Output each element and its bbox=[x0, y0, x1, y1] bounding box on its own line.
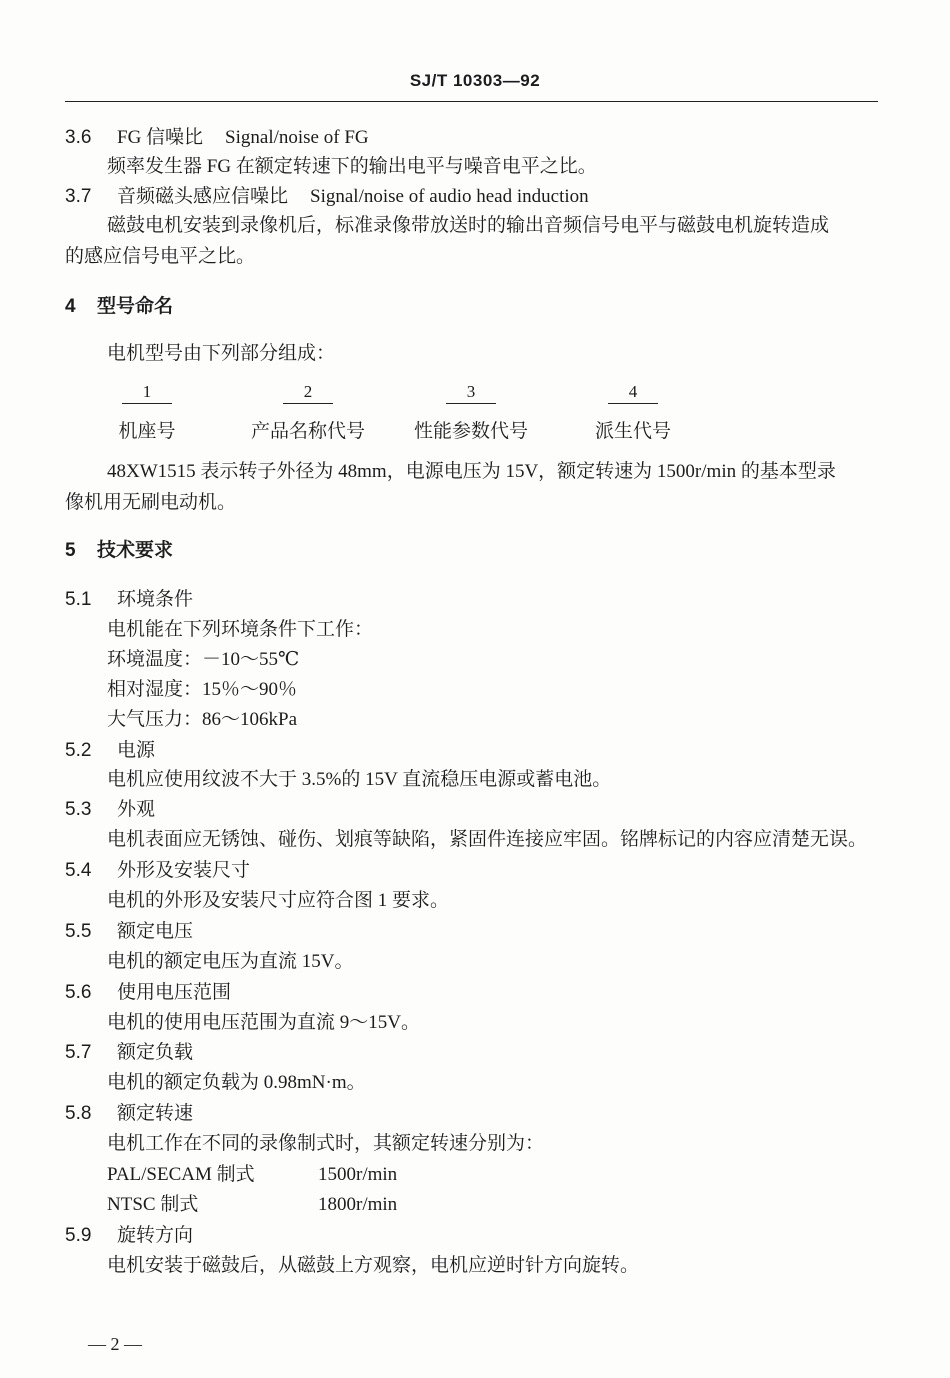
section-5-2-heading bbox=[65, 739, 885, 763]
section-4-example-2: 像机用无刷电动机。 bbox=[65, 492, 237, 513]
section-title-zh: FG 信噪比 bbox=[117, 127, 204, 148]
section-title-zh: 音频磁头感应信噪比 bbox=[117, 186, 289, 207]
section-3-6-text: 频率发生器 FG 在额定转速下的输出电平与噪音电平之比。 bbox=[107, 156, 597, 177]
header-rule bbox=[65, 101, 878, 102]
speed-row-system: PAL/SECAM 制式 bbox=[107, 1164, 255, 1185]
section-number: 5.1 bbox=[65, 589, 92, 610]
section-number: 5.7 bbox=[65, 1042, 92, 1063]
section-5-1-line-3: 相对湿度：15％～90％ bbox=[107, 679, 298, 700]
document-code-header: SJ/T 10303—92 bbox=[409, 71, 541, 90]
section-5-7-heading bbox=[65, 1041, 885, 1065]
section-3-7-text-2: 的感应信号电平之比。 bbox=[65, 246, 256, 267]
section-title: 使用电压范围 bbox=[117, 982, 232, 1003]
section-number: 5.3 bbox=[65, 799, 92, 820]
section-number: 5.2 bbox=[65, 740, 92, 761]
section-number: 4 bbox=[65, 296, 76, 317]
speed-row-system: NTSC 制式 bbox=[107, 1194, 199, 1215]
section-5-4-text: 电机的外形及安装尺寸应符合图 1 要求。 bbox=[107, 890, 450, 911]
model-part-label: 机座号 bbox=[118, 421, 176, 442]
model-part-index: 2 bbox=[283, 381, 333, 404]
section-5-4-heading bbox=[65, 859, 885, 883]
section-number: 5.5 bbox=[65, 921, 92, 942]
section-5-1-line-4: 大气压力：86～106kPa bbox=[107, 709, 298, 730]
section-title: 额定转速 bbox=[117, 1103, 194, 1124]
section-number: 5 bbox=[65, 540, 76, 561]
model-part-index: 4 bbox=[608, 381, 658, 404]
section-title: 外观 bbox=[117, 799, 156, 820]
section-number: 5.4 bbox=[65, 860, 92, 881]
section-5-2-text: 电机应使用纹波不大于 3.5%的 15V 直流稳压电源或蓄电池。 bbox=[107, 769, 612, 790]
section-title bbox=[117, 126, 369, 150]
section-5-9-heading bbox=[65, 1224, 885, 1248]
speed-row-pal-secam bbox=[107, 1163, 507, 1187]
model-part-label: 产品名称代号 bbox=[250, 421, 365, 442]
section-5-5-text: 电机的额定电压为直流 15V。 bbox=[107, 951, 354, 972]
section-5-1-heading bbox=[65, 588, 885, 612]
model-part-label: 派生代号 bbox=[594, 421, 671, 442]
section-5-heading bbox=[65, 539, 885, 563]
speed-row-ntsc bbox=[107, 1193, 507, 1217]
section-number: 3.6 bbox=[65, 127, 92, 148]
section-5-3-text: 电机表面应无锈蚀、碰伤、划痕等缺陷，紧固件连接应牢固。铭牌标记的内容应清楚无误。 bbox=[107, 829, 868, 850]
model-part-4 bbox=[553, 381, 713, 443]
model-part-2 bbox=[228, 381, 388, 443]
section-title: 旋转方向 bbox=[117, 1225, 194, 1246]
section-5-6-text: 电机的使用电压范围为直流 9～15V。 bbox=[107, 1012, 420, 1033]
section-5-1-line-2: 环境温度：－10～55℃ bbox=[107, 649, 300, 670]
section-title: 环境条件 bbox=[117, 589, 194, 610]
section-5-7-text: 电机的额定负载为 0.98mN·m。 bbox=[107, 1072, 366, 1093]
section-5-8-text: 电机工作在不同的录像制式时，其额定转速分别为： bbox=[107, 1133, 545, 1154]
section-title-en: Signal/noise of FG bbox=[225, 127, 369, 148]
section-number: 3.7 bbox=[65, 186, 92, 207]
section-3-6-heading bbox=[65, 126, 885, 150]
section-title-en: Signal/noise of audio head induction bbox=[310, 186, 589, 207]
model-part-1 bbox=[67, 381, 227, 443]
section-5-1-line-1: 电机能在下列环境条件下工作： bbox=[107, 619, 374, 640]
section-3-7-heading bbox=[65, 185, 885, 209]
section-4-heading bbox=[65, 295, 885, 319]
section-5-9-text: 电机安装于磁鼓后，从磁鼓上方观察，电机应逆时针方向旋转。 bbox=[107, 1255, 640, 1276]
model-part-index: 3 bbox=[446, 381, 496, 404]
section-title: 技术要求 bbox=[97, 540, 174, 561]
section-4-example-1: 48XW1515 表示转子外径为 48mm，电源电压为 15V，额定转速为 1500r/min 的基本型录 bbox=[107, 461, 836, 482]
section-4-intro: 电机型号由下列部分组成： bbox=[107, 343, 336, 364]
section-5-8-heading bbox=[65, 1102, 885, 1126]
section-title: 额定负载 bbox=[117, 1042, 194, 1063]
model-part-label: 性能参数代号 bbox=[413, 421, 528, 442]
section-number: 5.8 bbox=[65, 1103, 92, 1124]
section-number: 5.9 bbox=[65, 1225, 92, 1246]
section-5-6-heading bbox=[65, 981, 885, 1005]
speed-row-value: 1800r/min bbox=[318, 1194, 398, 1215]
section-title: 额定电压 bbox=[117, 921, 194, 942]
section-title: 电源 bbox=[117, 740, 156, 761]
section-title: 外形及安装尺寸 bbox=[117, 860, 251, 881]
section-title bbox=[117, 185, 589, 209]
section-5-5-heading bbox=[65, 920, 885, 944]
section-number: 5.6 bbox=[65, 982, 92, 1003]
section-5-3-heading bbox=[65, 798, 885, 822]
model-part-3 bbox=[391, 381, 551, 443]
speed-row-value: 1500r/min bbox=[318, 1164, 398, 1185]
model-part-index: 1 bbox=[122, 381, 172, 404]
section-3-7-text-1: 磁鼓电机安装到录像机后，标准录像带放送时的输出音频信号电平与磁鼓电机旋转造成 bbox=[107, 215, 830, 236]
section-title: 型号命名 bbox=[97, 296, 174, 317]
page-number: — 2 — bbox=[88, 1334, 142, 1354]
